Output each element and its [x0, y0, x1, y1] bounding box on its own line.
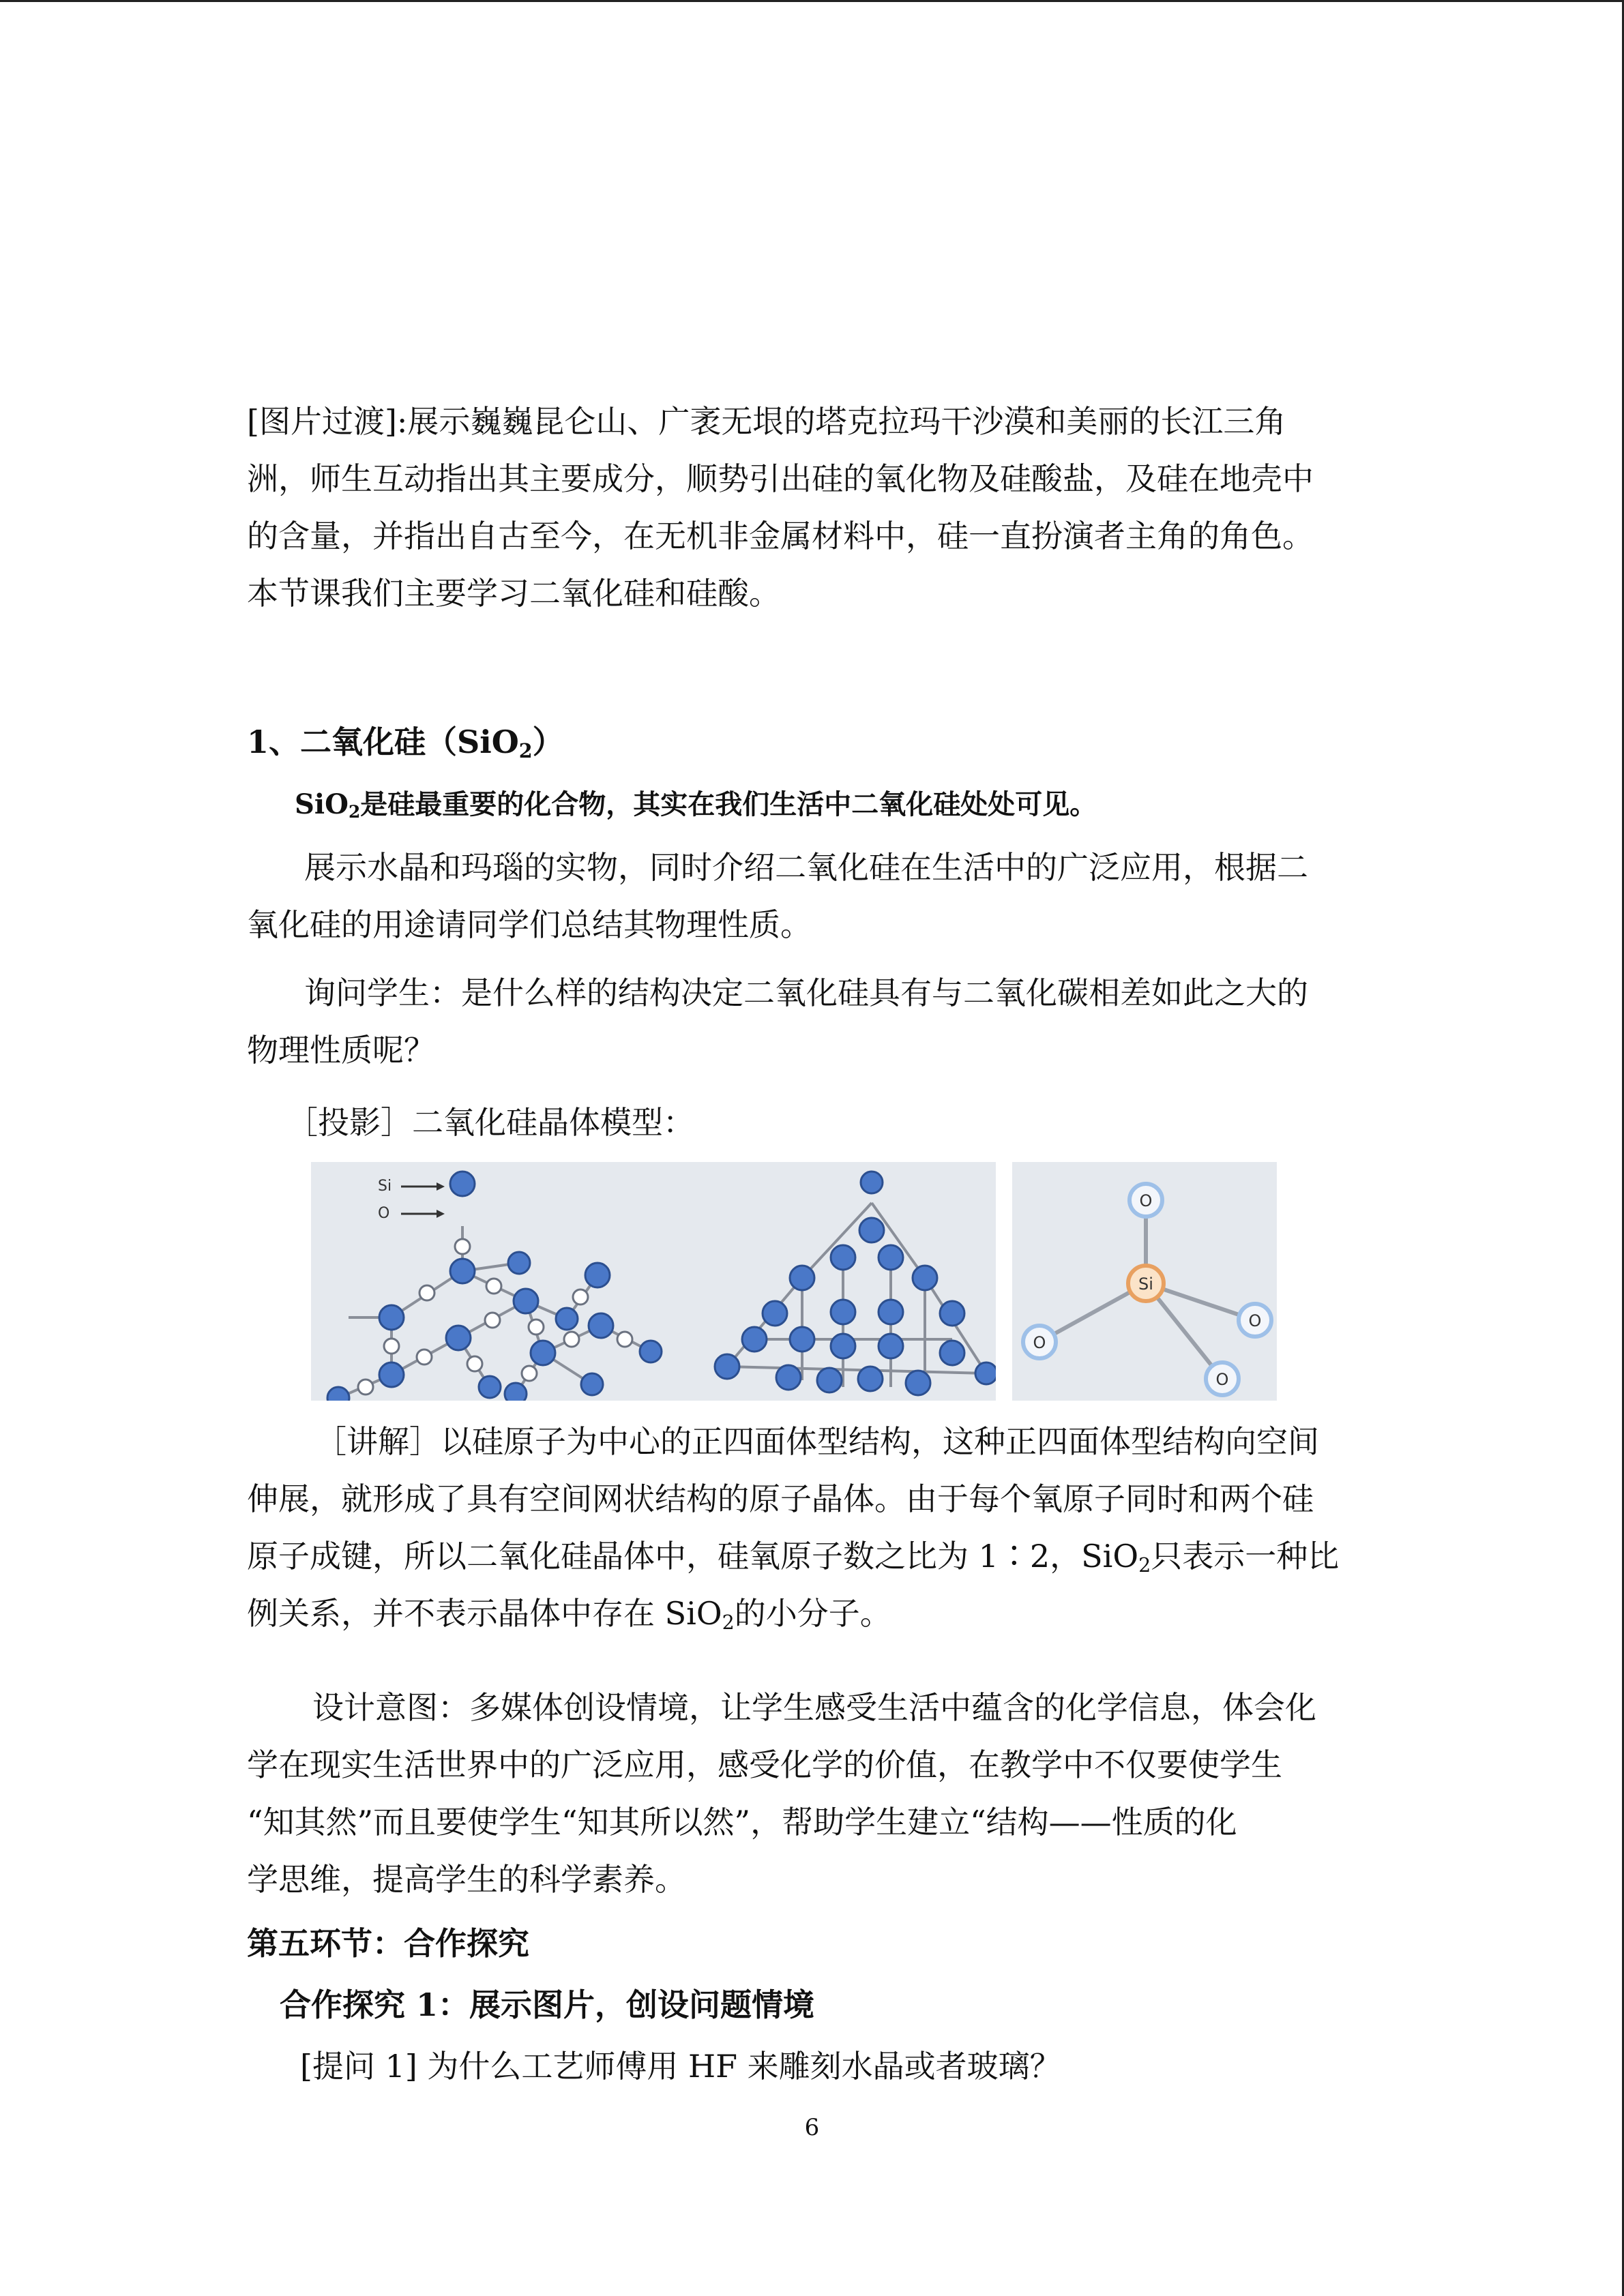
page-number: 6 [804, 2114, 820, 2141]
explain-line: 伸展，就形成了具有空间网状结构的原子晶体。由于每个氧原子同时和两个硅 [247, 1480, 1314, 1517]
tetra-o-top: O [1139, 1191, 1153, 1210]
explain-text: 的小分子。 [734, 1595, 891, 1632]
show-line: 展示水晶和玛瑙的实物，同时介绍二氧化硅在生活中的广泛应用，根据二 [304, 849, 1308, 886]
tetra-o-right: O [1248, 1311, 1262, 1330]
ask-paragraph [247, 964, 1372, 1079]
page-border-top [0, 0, 1624, 2]
explain-paragraph [247, 1413, 1372, 1642]
explain-line: ［讲解］以硅原子为中心的正四面体型结构，这种正四面体型结构向空间 [315, 1423, 1319, 1460]
design-line: 学思维，提高学生的科学素养。 [247, 1861, 686, 1898]
section5-heading [247, 1915, 1372, 1972]
show-paragraph [247, 839, 1372, 953]
projection-text: ［投影］二氧化硅晶体模型： [286, 1104, 694, 1141]
intro-line: 的含量，并指出自古至今，在无机非金属材料中，硅一直扮演者主角的角色。 [247, 518, 1314, 554]
question-1 [300, 2038, 1426, 2095]
intro-line: 洲，师生互动指出其主要成分，顺势引出硅的氧化物及硅酸盐，及硅在地壳中 [247, 460, 1314, 497]
tetrahedron-image [1012, 1162, 1277, 1401]
intro-line: [图片过渡]:展示巍巍昆仑山、广袤无垠的塔克拉玛干沙漠和美丽的长江三角 [247, 403, 1286, 440]
explain-line-4 [247, 1585, 1372, 1642]
tetra-center-si: Si [1138, 1274, 1153, 1294]
explain-subscript: 2 [1138, 1554, 1151, 1577]
lead-prefix: SiO [295, 788, 349, 820]
section-heading-suffix: ） [532, 724, 564, 760]
section-heading-text: 1、二氧化硅（SiO [247, 724, 519, 760]
tetra-o-left: O [1033, 1333, 1046, 1352]
explain-subscript: 2 [722, 1611, 735, 1635]
design-paragraph [247, 1679, 1372, 1908]
design-line: “知其然”而且要使学生“知其所以然”，帮助学生建立“结构——性质的化 [247, 1804, 1237, 1840]
lead-text: 是硅最重要的化合物，其实在我们生活中二氧化硅处处可见。 [360, 788, 1097, 820]
question-1-text: [提问 1] 为什么工艺师傅用 HF 来雕刻水晶或者玻璃？ [300, 2048, 1061, 2085]
section5-heading-text: 第五环节：合作探究 [247, 1925, 529, 1962]
explain-line-3 [247, 1527, 1372, 1585]
figure-label-o: O [378, 1205, 390, 1222]
projection-label [286, 1094, 1412, 1151]
lead-subscript: 2 [348, 802, 361, 822]
explain-text: 只表示一种比 [1151, 1538, 1340, 1575]
design-line: 设计意图：多媒体创设情境，让学生感受生活中蕴含的化学信息，体会化 [312, 1689, 1316, 1726]
intro-paragraph [247, 393, 1372, 622]
tetra-o-bottom: O [1215, 1370, 1229, 1389]
section5-subheading [280, 1976, 1405, 2033]
section5-subheading-text: 合作探究 1：展示图片，创设问题情境 [280, 1986, 815, 2023]
section-heading-sio2 [247, 713, 1372, 771]
figure-label-si: Si [378, 1178, 392, 1195]
ask-line: 询问学生：是什么样的结构决定二氧化硅具有与二氧化碳相差如此之大的 [304, 974, 1308, 1011]
crystal-network-image [311, 1162, 996, 1401]
explain-text: 原子成键，所以二氧化硅晶体中，硅氧原子数之比为 1∶2，SiO [247, 1538, 1139, 1575]
show-line: 氧化硅的用途请同学们总结其物理性质。 [247, 906, 812, 943]
intro-line: 本节课我们主要学习二氧化硅和硅酸。 [247, 575, 780, 612]
ask-line: 物理性质呢？ [247, 1032, 435, 1069]
explain-text: 例关系，并不表示晶体中存在 SiO [247, 1595, 722, 1632]
section-heading-subscript: 2 [518, 739, 533, 763]
lead-sentence [295, 776, 1420, 833]
design-line: 学在现实生活世界中的广泛应用，感受化学的价值，在教学中不仅要使学生 [247, 1746, 1282, 1783]
